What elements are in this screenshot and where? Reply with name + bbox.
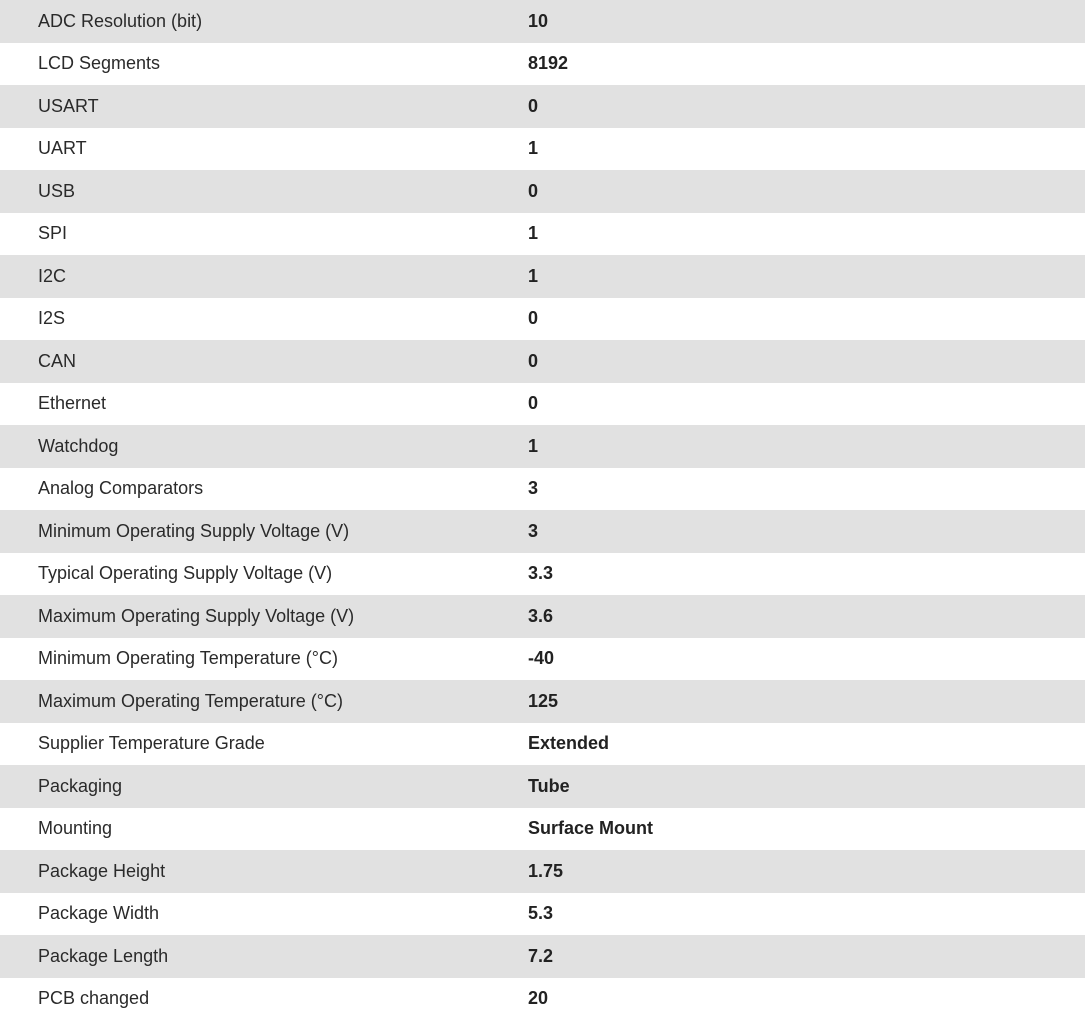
spec-value: 10: [528, 11, 548, 32]
spec-value: 1: [528, 436, 538, 457]
spec-label: Package Height: [0, 861, 528, 882]
spec-value: 1: [528, 223, 538, 244]
spec-value: 0: [528, 393, 538, 414]
spec-row: [0, 978, 1085, 1020]
spec-label: Maximum Operating Temperature (°C): [0, 691, 528, 712]
spec-value: Surface Mount: [528, 818, 653, 839]
spec-label: Mounting: [0, 818, 528, 839]
spec-label: ADC Resolution (bit): [0, 11, 528, 32]
spec-label: I2S: [0, 308, 528, 329]
spec-value: 3.3: [528, 563, 553, 584]
spec-label: Package Width: [0, 903, 528, 924]
spec-row: [0, 553, 1085, 596]
spec-label: Maximum Operating Supply Voltage (V): [0, 606, 528, 627]
spec-label: UART: [0, 138, 528, 159]
spec-row: [0, 383, 1085, 426]
spec-value: Extended: [528, 733, 609, 754]
spec-value: 5.3: [528, 903, 553, 924]
spec-row: [0, 893, 1085, 936]
spec-label: I2C: [0, 266, 528, 287]
spec-label: Watchdog: [0, 436, 528, 457]
spec-value: 0: [528, 181, 538, 202]
spec-label: Minimum Operating Supply Voltage (V): [0, 521, 528, 542]
spec-value: 8192: [528, 53, 568, 74]
spec-label: Ethernet: [0, 393, 528, 414]
spec-label: Typical Operating Supply Voltage (V): [0, 563, 528, 584]
spec-row: [0, 638, 1085, 681]
spec-row: [0, 425, 1085, 468]
spec-label: Package Length: [0, 946, 528, 967]
spec-value: 125: [528, 691, 558, 712]
spec-value: 3.6: [528, 606, 553, 627]
spec-row: [0, 765, 1085, 808]
spec-row: [0, 723, 1085, 766]
spec-label: SPI: [0, 223, 528, 244]
spec-label: PCB changed: [0, 988, 528, 1009]
spec-row: [0, 43, 1085, 86]
spec-value: 3: [528, 521, 538, 542]
spec-label: Supplier Temperature Grade: [0, 733, 528, 754]
spec-value: 0: [528, 308, 538, 329]
spec-row: [0, 595, 1085, 638]
spec-row: [0, 680, 1085, 723]
spec-value: 20: [528, 988, 548, 1009]
spec-label: LCD Segments: [0, 53, 528, 74]
spec-row: [0, 255, 1085, 298]
spec-value: 1.75: [528, 861, 563, 882]
spec-label: Minimum Operating Temperature (°C): [0, 648, 528, 669]
spec-value: 0: [528, 96, 538, 117]
spec-value: 7.2: [528, 946, 553, 967]
spec-row: [0, 935, 1085, 978]
spec-label: USB: [0, 181, 528, 202]
spec-row: [0, 85, 1085, 128]
spec-value: Tube: [528, 776, 570, 797]
spec-row: [0, 170, 1085, 213]
spec-row: [0, 340, 1085, 383]
spec-value: 1: [528, 138, 538, 159]
spec-label: Packaging: [0, 776, 528, 797]
spec-row: [0, 0, 1085, 43]
spec-value: 3: [528, 478, 538, 499]
spec-value: -40: [528, 648, 554, 669]
spec-row: [0, 213, 1085, 256]
spec-row: [0, 128, 1085, 171]
spec-row: [0, 850, 1085, 893]
spec-value: 1: [528, 266, 538, 287]
spec-row: [0, 510, 1085, 553]
spec-label: USART: [0, 96, 528, 117]
spec-label: Analog Comparators: [0, 478, 528, 499]
spec-row: [0, 808, 1085, 851]
spec-label: CAN: [0, 351, 528, 372]
spec-value: 0: [528, 351, 538, 372]
spec-row: [0, 298, 1085, 341]
spec-row: [0, 468, 1085, 511]
